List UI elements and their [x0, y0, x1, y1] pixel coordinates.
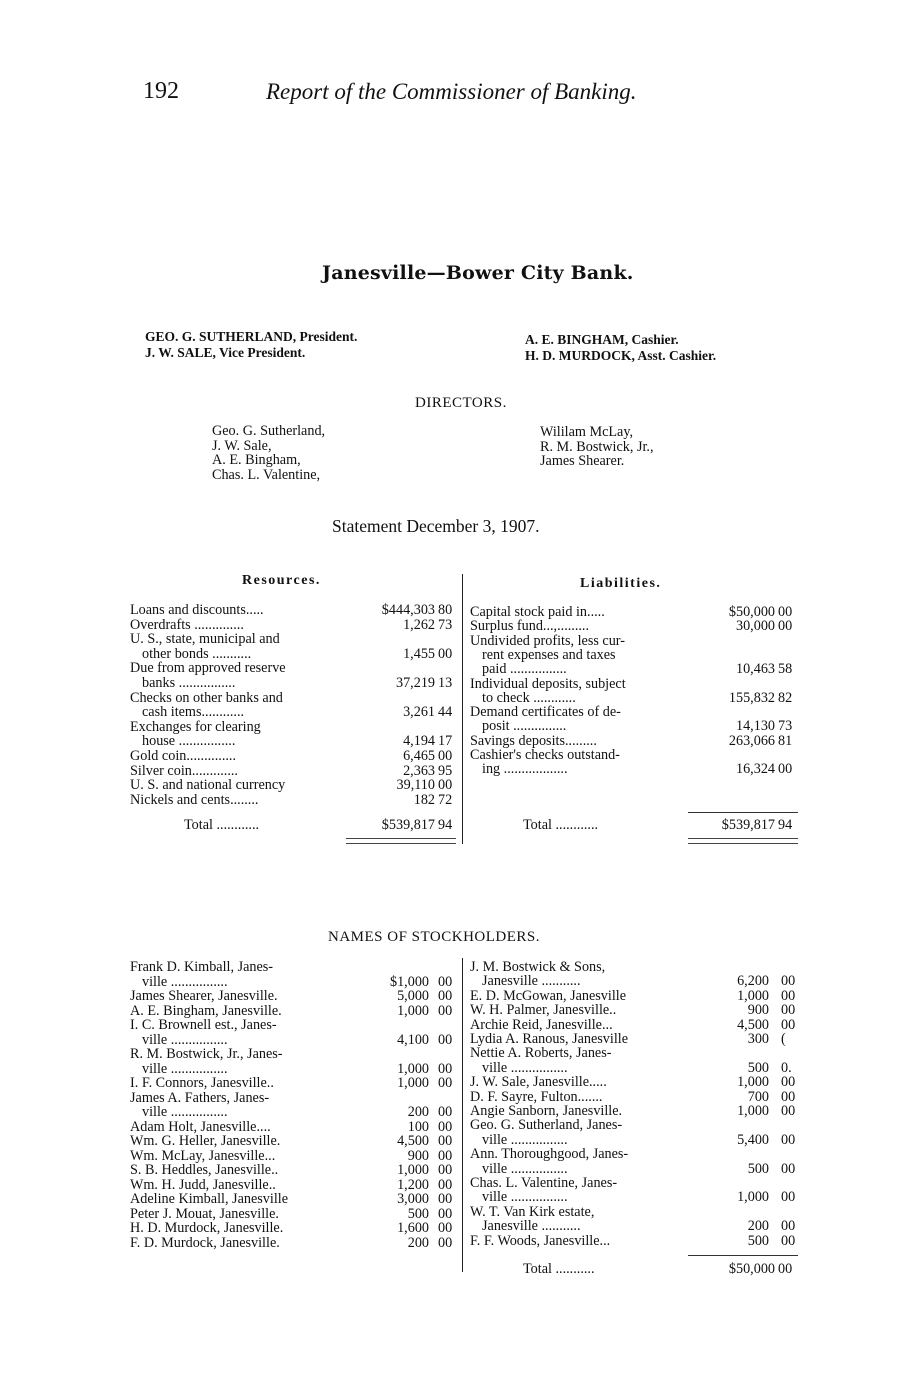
table-row [130, 1221, 460, 1236]
row-label: Savings deposits......... [470, 732, 597, 749]
row-cents: 00 [438, 1075, 453, 1091]
row-cents: 00 [438, 1031, 453, 1048]
row-cents: 00 [438, 973, 453, 990]
row-label: Overdrafts .............. [130, 616, 244, 633]
row-label: I. C. Brownell est., Janes- [130, 1017, 277, 1033]
row-label: W. H. Palmer, Janesville.. [470, 1002, 617, 1019]
row-dollars: 1,455 [403, 645, 435, 662]
row-cents: 00 [438, 1220, 453, 1236]
liabilities-heading: Liabilities. [580, 576, 662, 591]
row-dollars: 263,066 [728, 732, 775, 749]
row-cents: 82 [778, 689, 793, 706]
resources-heading: Resources. [242, 573, 321, 588]
row-cents: 00 [781, 1088, 796, 1105]
row-label: Individual deposits, subject [470, 675, 626, 692]
table-row [470, 662, 800, 677]
row-cents: 00 [781, 1131, 796, 1148]
table-row [470, 1003, 800, 1018]
row-cents: 00 [781, 987, 796, 1004]
row-cents: 00 [438, 1191, 453, 1207]
row-cents: 00 [438, 1205, 453, 1222]
table-row [130, 1134, 460, 1149]
director-name: J. W. Sale, [212, 437, 272, 454]
row-label: J. W. Sale, Janesville..... [470, 1074, 607, 1091]
row-cents: 80 [438, 602, 453, 618]
table-row [130, 1236, 460, 1251]
row-label: E. D. McGowan, Janesville [470, 987, 627, 1004]
table-row [130, 989, 460, 1004]
table-row [470, 1219, 800, 1234]
running-title: Report of the Commissioner of Banking. [266, 79, 637, 104]
table-row [470, 1075, 800, 1090]
directors-heading: DIRECTORS. [415, 395, 507, 411]
liabilities-total-cents: 94 [778, 817, 793, 833]
row-label: R. M. Bostwick, Jr., Janes- [130, 1046, 283, 1062]
row-cents: 58 [778, 661, 793, 678]
row-dollars: 5,000 [397, 988, 429, 1004]
table-row [130, 705, 460, 720]
row-cents: 00 [438, 1104, 453, 1120]
row-cents: 00 [781, 973, 796, 990]
row-cents: 00 [438, 1234, 453, 1251]
row-label: A. E. Bingham, Janesville. [130, 1002, 282, 1019]
row-dollars: 500 [407, 1205, 429, 1222]
row-dollars: 3,000 [397, 1191, 429, 1207]
row-cents: 73 [438, 616, 453, 633]
row-label: ville ................ [142, 1060, 228, 1077]
row-dollars: 1,000 [397, 1075, 429, 1091]
row-dollars: 1,262 [403, 616, 435, 633]
row-label: I. F. Connors, Janesville.. [130, 1075, 274, 1091]
table-row [470, 762, 800, 777]
row-dollars: $50,000 [728, 604, 775, 620]
table-row [470, 1234, 800, 1249]
row-label: F. F. Woods, Janesville... [470, 1232, 611, 1249]
row-dollars: 1,000 [737, 1103, 769, 1119]
director-name: Geo. G. Sutherland, [212, 423, 326, 439]
director-name: Chas. L. Valentine, [212, 466, 321, 483]
row-cents: ( [781, 1031, 786, 1047]
row-cents: 00 [438, 777, 453, 794]
table-row [130, 749, 460, 764]
row-dollars: 4,500 [397, 1133, 429, 1149]
row-label: Wm. H. Judd, Janesville.. [130, 1176, 276, 1193]
row-dollars: 900 [407, 1147, 429, 1164]
table-row [130, 960, 460, 975]
row-label: ville ................ [482, 1131, 568, 1148]
row-label: Demand certificates of de- [470, 704, 621, 721]
row-dollars: 30,000 [735, 618, 775, 635]
row-cents: 00 [781, 1074, 796, 1091]
row-dollars: 900 [747, 1002, 769, 1019]
officer-president: GEO. G. SUTHERLAND, President. [145, 329, 358, 344]
stockholders-total-cents: 00 [778, 1261, 793, 1277]
row-dollars: 16,324 [735, 761, 775, 778]
resources-total-row [130, 818, 460, 833]
row-dollars: 500 [747, 1160, 769, 1177]
directors-left [212, 424, 325, 482]
stockholders-column-divider [462, 958, 463, 1272]
table-row [130, 1076, 460, 1091]
row-label: Frank D. Kimball, Janes- [130, 959, 274, 975]
row-dollars: 1,000 [397, 1002, 429, 1019]
row-dollars: 100 [407, 1118, 429, 1135]
row-dollars: 500 [747, 1232, 769, 1249]
row-cents: 00 [438, 1147, 453, 1164]
row-label: Surplus fund...,......... [470, 618, 590, 635]
row-dollars: 6,465 [403, 748, 435, 764]
row-dollars: $444,303 [381, 602, 435, 618]
row-dollars: 39,110 [396, 777, 435, 794]
row-label: J. M. Bostwick & Sons, [470, 959, 606, 975]
row-dollars: 6,200 [737, 973, 769, 990]
officers-left [145, 329, 357, 361]
directors-right [540, 425, 654, 469]
resources-total-rule [346, 838, 456, 844]
bank-title: Janesville—Bower City Bank. [322, 262, 634, 284]
row-label: Geo. G. Sutherland, Janes- [470, 1117, 623, 1134]
liabilities-total-row [470, 818, 800, 833]
table-row [130, 1163, 460, 1178]
row-label: Lydia A. Ranous, Janesville [470, 1031, 629, 1047]
row-label: Chas. L. Valentine, Janes- [470, 1175, 618, 1191]
row-dollars: 4,500 [737, 1016, 769, 1033]
row-dollars: 700 [747, 1088, 769, 1105]
row-label: Adam Holt, Janesville.... [130, 1118, 271, 1135]
row-label: posit ............... [482, 718, 567, 735]
row-label: ville ................ [142, 1104, 228, 1120]
row-dollars: 1,000 [397, 1060, 429, 1077]
row-label: James A. Fathers, Janes- [130, 1089, 270, 1106]
row-label: Capital stock paid in..... [470, 604, 605, 620]
row-dollars: 182 [413, 791, 435, 808]
row-label: Exchanges for clearing [130, 718, 261, 735]
row-dollars: 3,261 [403, 704, 435, 721]
row-cents: 00 [438, 1133, 453, 1149]
row-cents: 00 [778, 761, 793, 778]
row-label: Wm. McLay, Janesville... [130, 1147, 276, 1164]
row-label: Gold coin.............. [130, 748, 237, 764]
liabilities-sum-rule [688, 812, 798, 813]
row-label: ville ................ [142, 1031, 228, 1048]
table-row [130, 1105, 460, 1120]
stockholders-sum-rule [688, 1255, 798, 1256]
row-dollars: 200 [407, 1234, 429, 1251]
table-row [130, 793, 460, 808]
row-label: Cashier's checks outstand- [470, 747, 620, 763]
row-cents: 00 [781, 1160, 796, 1177]
row-cents: 00 [438, 1002, 453, 1019]
row-label: Ann. Thoroughgood, Janes- [470, 1146, 629, 1163]
row-cents: 00 [781, 1218, 796, 1235]
statement-column-divider [462, 574, 463, 844]
row-cents: 00 [778, 604, 793, 620]
row-label: Loans and discounts..... [130, 602, 264, 618]
table-row [470, 1147, 800, 1162]
row-dollars: 1,000 [397, 1162, 429, 1178]
row-label: U. S., state, municipal and [130, 631, 280, 648]
row-label: to check ............ [482, 689, 576, 706]
stockholders-total-row [470, 1262, 800, 1277]
row-cents: 00 [781, 1016, 796, 1033]
row-cents: 44 [438, 704, 453, 721]
row-label: paid ................ [482, 661, 567, 678]
officer-cashier: A. E. BINGHAM, Cashier. [525, 332, 679, 347]
row-dollars: 1,200 [397, 1176, 429, 1193]
row-cents: 13 [438, 675, 453, 691]
row-dollars: 1,600 [397, 1220, 429, 1236]
stockholders-total-label: Total ........... [523, 1261, 595, 1277]
row-label: U. S. and national currency [130, 777, 286, 794]
table-row [130, 1018, 460, 1033]
row-cents: 00 [438, 1060, 453, 1077]
row-label: H. D. Murdock, Janesville. [130, 1220, 284, 1236]
row-cents: 73 [778, 718, 793, 735]
row-cents: 00 [781, 1002, 796, 1019]
row-cents: 00 [778, 618, 793, 635]
row-label: Checks on other banks and [130, 689, 283, 706]
resources-total-label: Total ............ [184, 817, 260, 833]
row-label: Peter J. Mouat, Janesville. [130, 1205, 279, 1222]
row-label: Due from approved reserve [130, 660, 286, 677]
row-cents: 00 [781, 1103, 796, 1119]
row-cents: 81 [778, 732, 793, 749]
row-dollars: 2,363 [403, 762, 435, 779]
row-dollars: 5,400 [737, 1131, 769, 1148]
row-dollars: 1,000 [737, 1074, 769, 1091]
row-label: Adeline Kimball, Janesville [130, 1191, 288, 1207]
row-dollars: $1,000 [389, 973, 429, 990]
row-cents: 00 [438, 645, 453, 662]
row-cents: 0. [781, 1059, 792, 1076]
row-cents: 00 [438, 988, 453, 1004]
director-name: A. E. Bingham, [212, 452, 301, 469]
row-label: Archie Reid, Janesville... [470, 1016, 613, 1033]
director-name: Wililam McLay, [540, 424, 634, 440]
row-label: Wm. G. Heller, Janesville. [130, 1133, 281, 1149]
row-label: Silver coin............. [130, 762, 238, 779]
row-label: S. B. Heddles, Janesville.. [130, 1162, 279, 1178]
officer-asst-cashier: H. D. MURDOCK, Asst. Cashier. [525, 348, 717, 363]
row-cents: 00 [781, 1189, 796, 1206]
row-cents: 00 [438, 1176, 453, 1193]
table-row [130, 676, 460, 691]
liabilities-total-rule [688, 838, 798, 844]
row-dollars: 1,000 [737, 987, 769, 1004]
row-label: banks ................ [142, 675, 236, 691]
row-label: Nickels and cents........ [130, 791, 259, 808]
row-dollars: 37,219 [395, 675, 435, 691]
row-cents: 17 [438, 733, 453, 750]
liabilities-total-label: Total ............ [523, 817, 599, 833]
row-label: ville ................ [482, 1189, 568, 1206]
table-row [130, 778, 460, 793]
row-label: house ................ [142, 733, 236, 750]
row-label: other bonds ........... [142, 645, 252, 662]
table-row [130, 632, 460, 647]
director-name: R. M. Bostwick, Jr., [540, 438, 654, 455]
resources-total-cents: 94 [438, 817, 453, 833]
row-label: W. T. Van Kirk estate, [470, 1203, 595, 1220]
row-label: ville ................ [142, 973, 228, 990]
row-cents: 00 [781, 1232, 796, 1249]
row-label: D. F. Sayre, Fulton....... [470, 1088, 603, 1105]
row-label: Undivided profits, less cur- [470, 632, 625, 649]
row-label: F. D. Murdock, Janesville. [130, 1234, 280, 1251]
row-label: James Shearer, Janesville. [130, 988, 278, 1004]
page-number: 192 [143, 78, 179, 104]
row-dollars: 1,000 [737, 1189, 769, 1206]
resources-total-dollars: $539,817 [381, 817, 435, 833]
officer-vice-president: J. W. SALE, Vice President. [145, 345, 306, 360]
table-row [130, 1192, 460, 1207]
stockholders-heading: NAMES OF STOCKHOLDERS. [328, 929, 541, 945]
row-label: rent expenses and taxes [482, 646, 616, 663]
stockholders-total-dollars: $50,000 [728, 1261, 775, 1277]
row-dollars: 4,194 [403, 733, 435, 750]
row-label: Angie Sanborn, Janesville. [470, 1103, 623, 1119]
row-dollars: 155,832 [728, 689, 775, 706]
row-label: ville ................ [482, 1059, 568, 1076]
row-cents: 72 [438, 791, 453, 808]
liabilities-total-dollars: $539,817 [721, 817, 775, 833]
row-cents: 00 [438, 748, 453, 764]
row-label: ville ................ [482, 1160, 568, 1177]
row-cents: 00 [438, 1118, 453, 1135]
statement-title: Statement December 3, 1907. [332, 516, 540, 536]
row-label: ing .................. [482, 761, 568, 778]
row-cents: 95 [438, 762, 453, 779]
officers-right [525, 332, 716, 364]
row-dollars: 500 [747, 1059, 769, 1076]
director-name: James Shearer. [540, 453, 625, 470]
row-cents: 00 [438, 1162, 453, 1178]
row-label: Janesville ........... [482, 1218, 581, 1235]
row-dollars: 4,100 [397, 1031, 429, 1048]
table-row [130, 1047, 460, 1062]
row-dollars: 200 [407, 1104, 429, 1120]
row-dollars: 300 [747, 1031, 769, 1047]
row-label: cash items............ [142, 704, 245, 721]
row-label: Nettie A. Roberts, Janes- [470, 1045, 612, 1062]
row-dollars: 14,130 [735, 718, 775, 735]
row-dollars: 200 [747, 1218, 769, 1235]
table-row [130, 603, 460, 618]
row-dollars: 10,463 [735, 661, 775, 678]
row-label: Janesville ........... [482, 973, 581, 990]
